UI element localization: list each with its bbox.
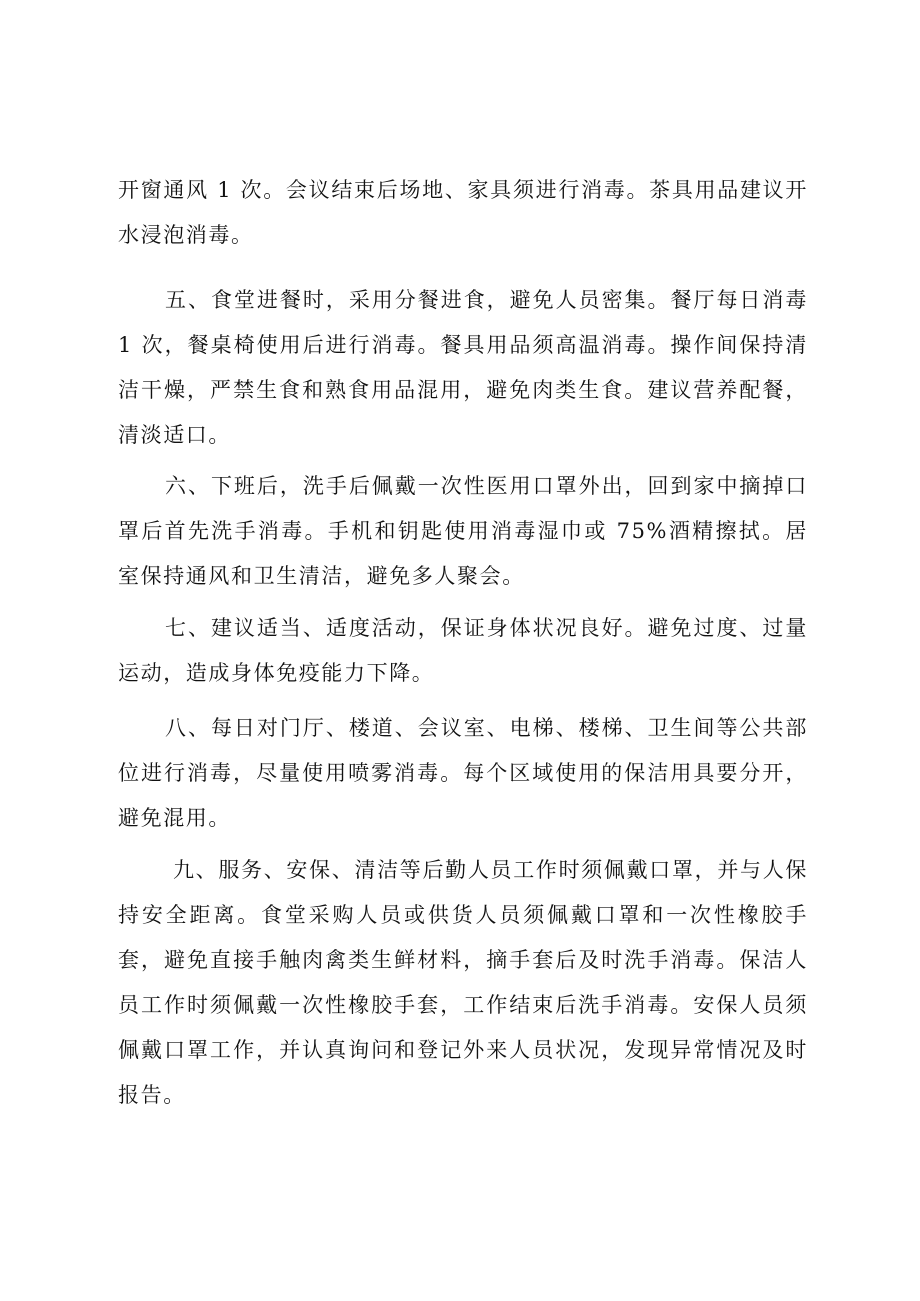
paragraph-item-9: 九、服务、安保、清洁等后勤人员工作时须佩戴口罩，并与人保持安全距离。食堂采购人员或供货人员须佩戴口罩和一次性橡胶手套，避免直接手触肉禽类生鲜材料，摘手套后及时洗手消毒。保洁人员工作时须佩戴一次性橡胶手套，工作结束后洗手消毒。安保人员须佩戴口罩工作，并认真询问和登记外来人员状况，发现异常情况及时报告。 <box>118 858 808 1107</box>
paragraph-item-5: 五、食堂进餐时，采用分餐进食，避免人员密集。餐厅每日消毒 1 次，餐桌椅使用后进行消毒。餐具用品须高温消毒。操作间保持清洁干燥，严禁生食和熟食用品混用，避免肉类生食。建议营养配餐，清淡适口。 <box>118 288 808 447</box>
paragraph-continuation: 开窗通风 1 次。会议结束后场地、家具须进行消毒。茶具用品建议开水浸泡消毒。 <box>118 178 808 247</box>
paragraph-item-6: 六、下班后，洗手后佩戴一次性医用口罩外出，回到家中摘掉口罩后首先洗手消毒。手机和钥匙使用消毒湿巾或 75%酒精擦拭。居室保持通风和卫生清洁，避免多人聚会。 <box>118 474 808 588</box>
paragraph-item-7: 七、建议适当、适度活动，保证身体状况良好。避免过度、过量运动，造成身体免疫能力下降。 <box>118 616 808 685</box>
paragraph-item-8: 八、每日对门厅、楼道、会议室、电梯、楼梯、卫生间等公共部位进行消毒，尽量使用喷雾消毒。每个区域使用的保洁用具要分开，避免混用。 <box>118 716 808 830</box>
